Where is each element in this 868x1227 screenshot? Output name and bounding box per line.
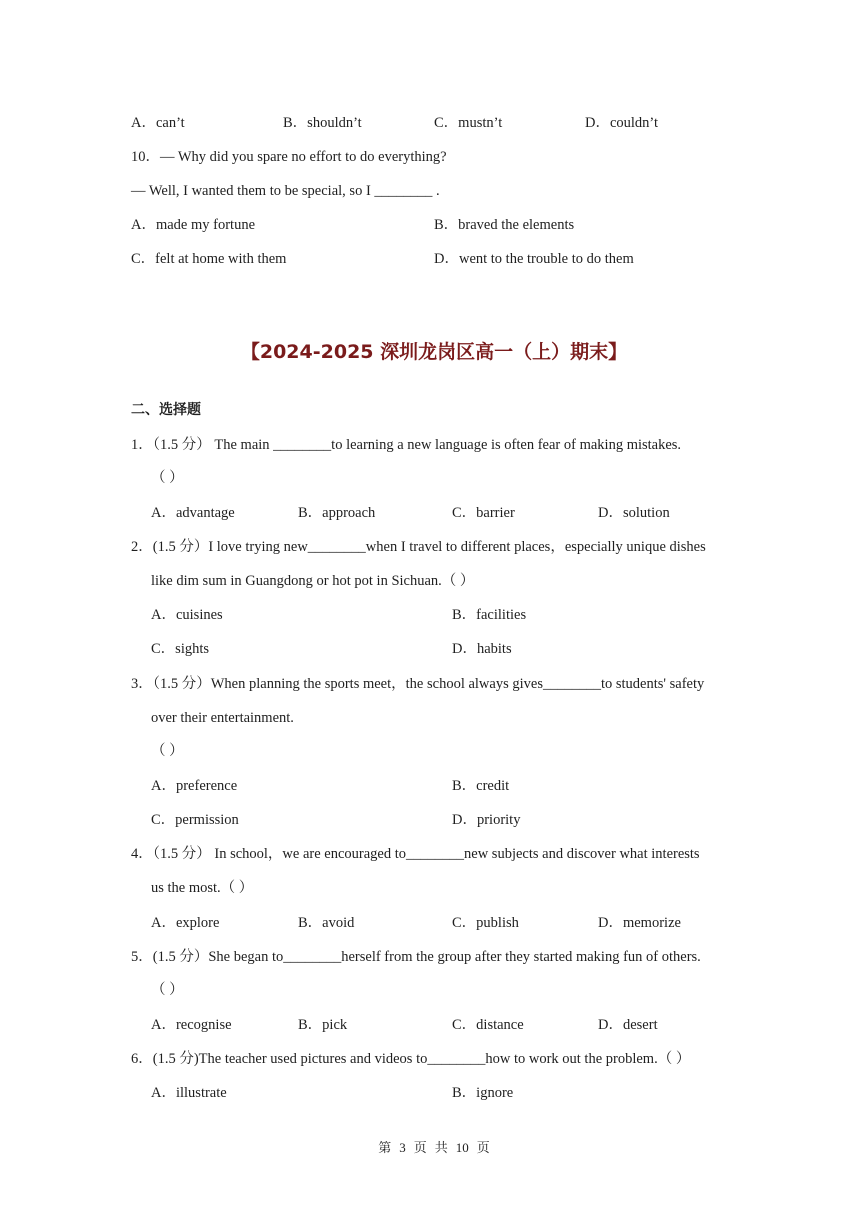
q4-option-c: C．publish <box>452 915 519 931</box>
total-pages: 10 <box>455 1140 469 1155</box>
q2-stem: 2．(1.5 分）I love trying new________when I travel to different places，especially unique dishes <box>131 539 706 555</box>
q5-option-b: B．pick <box>298 1017 348 1033</box>
q4-option-a: A．explore <box>151 915 220 931</box>
page-number: 3 <box>399 1140 406 1155</box>
q1-option-c: C．barrier <box>452 505 515 521</box>
footer-di: 第 <box>378 1140 392 1155</box>
q10-option-d: D．went to the trouble to do them <box>434 251 634 267</box>
q4-stem-2: us the most.（ ） <box>151 880 254 896</box>
q2-option-c: C．sights <box>151 641 210 657</box>
q1-option-d: D．solution <box>598 505 670 521</box>
q3-option-d: D．priority <box>452 812 521 828</box>
q2-option-a: A．cuisines <box>151 607 223 623</box>
footer-ye: 页 <box>413 1140 427 1155</box>
q6-stem: 6．(1.5 分)The teacher used pictures and videos to________how to work out the problem.（ ） <box>131 1051 691 1067</box>
q4-option-d: D．memorize <box>598 915 681 931</box>
q2-stem-2: like dim sum in Guangdong or hot pot in Sichuan.（ ） <box>151 573 475 589</box>
q5-answer-bracket: （ ） <box>151 982 184 998</box>
q6-option-b: B．ignore <box>452 1085 514 1101</box>
q1-answer-bracket: （ ） <box>151 470 184 486</box>
q10-option-b: B．braved the elements <box>434 217 575 233</box>
q3-stem-2: over their entertainment. <box>151 710 294 726</box>
q9-option-b: B．shouldn’t <box>283 115 362 131</box>
q10-option-a: A．made my fortune <box>131 217 256 233</box>
q4-stem: 4．（1.5 分） In school，we are encouraged to________new subjects and discover what interests <box>131 846 700 862</box>
q9-option-c: C．mustn’t <box>434 115 503 131</box>
q1-option-b: B．approach <box>298 505 376 521</box>
q2-option-b: B．facilities <box>452 607 527 623</box>
q5-option-c: C．distance <box>452 1017 524 1033</box>
exam-title: 【2024-2025 深圳龙岗区高一（上）期末】 <box>240 341 628 363</box>
q4-option-b: B．avoid <box>298 915 355 931</box>
q3-answer-bracket: （ ） <box>151 743 184 759</box>
q9-option-a: A．can’t <box>131 115 185 131</box>
q2-option-d: D．habits <box>452 641 512 657</box>
q3-stem: 3．（1.5 分）When planning the sports meet，the school always gives________to students' safety <box>131 676 705 692</box>
q5-option-a: A．recognise <box>151 1017 232 1033</box>
q3-option-c: C．permission <box>151 812 239 828</box>
q9-option-d: D．couldn’t <box>585 115 659 131</box>
section-heading: 二、选择题 <box>131 402 201 418</box>
q5-stem: 5．(1.5 分）She began to________herself from the group after they started making fun of others. <box>131 949 701 965</box>
q10-stem: 10．— Why did you spare no effort to do everything? <box>131 149 447 165</box>
q3-option-a: A．preference <box>151 778 238 794</box>
q6-option-a: A．illustrate <box>151 1085 227 1101</box>
q10-option-c: C．felt at home with them <box>131 251 287 267</box>
q1-stem: 1．（1.5 分） The main ________to learning a new language is often fear of making mistakes. <box>131 437 682 453</box>
q10-stem-2: — Well, I wanted them to be special, so I ________ . <box>131 183 440 199</box>
q5-option-d: D．desert <box>598 1017 658 1033</box>
q1-option-a: A．advantage <box>151 505 235 521</box>
page-footer <box>0 1139 868 1157</box>
footer-gong: 共 <box>434 1140 448 1155</box>
footer-ye-2: 页 <box>476 1140 490 1155</box>
q3-option-b: B．credit <box>452 778 510 794</box>
